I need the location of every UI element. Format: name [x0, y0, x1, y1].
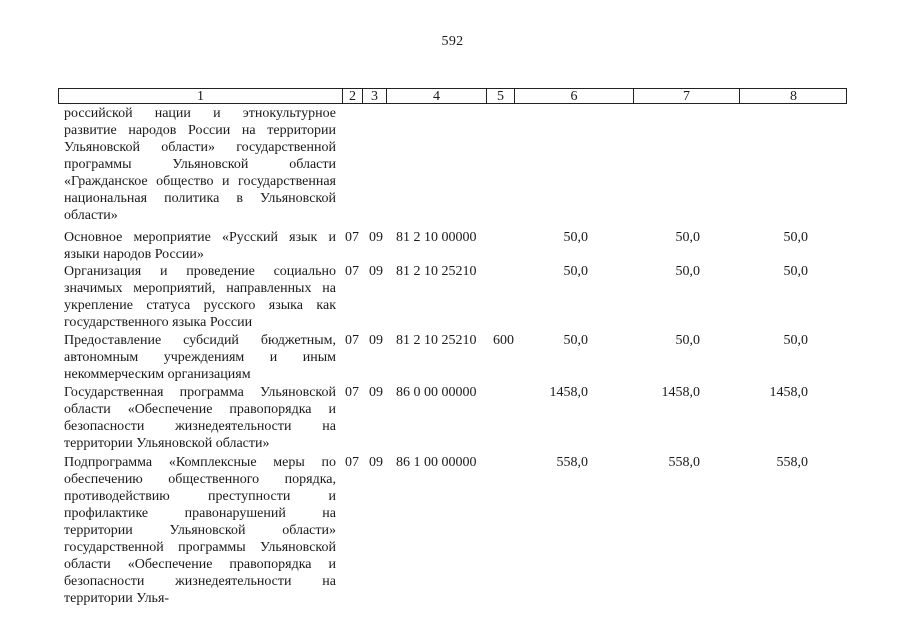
expense-type-code: 600 [493, 333, 514, 348]
header-col-2: 2 [342, 89, 362, 103]
header-col-4: 4 [386, 89, 486, 103]
header-col-8: 8 [739, 89, 847, 103]
header-col-3: 3 [362, 89, 386, 103]
page-number: 592 [441, 34, 464, 49]
amount-col-6: 50,0 [563, 264, 588, 279]
amount-col-6: 50,0 [563, 333, 588, 348]
header-col-6: 6 [514, 89, 633, 103]
subsection-code: 09 [369, 264, 383, 279]
row-description: Государственная программа Ульяновской области «Обеспечение правопорядка и безопасности жизнедеятельности на территории Ульяновской области» [64, 385, 336, 451]
row-description: Предоставление субсидий бюджетным, автономным учреждениям и иным некоммерческим организациям [64, 333, 336, 382]
amount-col-6: 1458,0 [549, 385, 588, 400]
target-article-code: 86 1 00 00000 [396, 455, 477, 470]
amount-col-7: 558,0 [668, 455, 700, 470]
row-description: Основное мероприятие «Русский язык и языки народов России» [64, 230, 336, 262]
subsection-code: 09 [369, 333, 383, 348]
header-col-1: 1 [197, 89, 204, 104]
amount-col-7: 50,0 [675, 264, 700, 279]
amount-col-6: 558,0 [556, 455, 588, 470]
target-article-code: 81 2 10 25210 [396, 333, 477, 348]
target-article-code: 81 2 10 25210 [396, 264, 477, 279]
row-description: Подпрограмма «Комплексные меры по обеспечению общественного порядка, противодействию преступности и профилактике правонарушений на территории Ульяновской области» государственной программы Ульяновской области «Обеспечение правопорядка и безопасности жизнедеятельности на территории Улья- [64, 455, 336, 606]
amount-col-7: 50,0 [675, 333, 700, 348]
header-col-7: 7 [633, 89, 739, 103]
amount-col-8: 50,0 [783, 333, 808, 348]
amount-col-8: 50,0 [783, 264, 808, 279]
amount-col-8: 558,0 [776, 455, 808, 470]
amount-col-7: 50,0 [675, 230, 700, 245]
amount-col-8: 1458,0 [769, 385, 808, 400]
section-code: 07 [345, 230, 359, 245]
section-code: 07 [345, 264, 359, 279]
subsection-code: 09 [369, 230, 383, 245]
section-code: 07 [345, 455, 359, 470]
target-article-code: 86 0 00 00000 [396, 385, 477, 400]
row-description: российской нации и этнокультурное развитие народов России на территории Ульяновской области» государственной программы Ульяновской области «Гражданское общество и государственная национальная политика в Ульяновской области» [64, 106, 336, 223]
target-article-code: 81 2 10 00000 [396, 230, 477, 245]
section-code: 07 [345, 385, 359, 400]
amount-col-6: 50,0 [563, 230, 588, 245]
header-col-5: 5 [486, 89, 514, 103]
table-header [58, 88, 847, 104]
subsection-code: 09 [369, 385, 383, 400]
subsection-code: 09 [369, 455, 383, 470]
amount-col-8: 50,0 [783, 230, 808, 245]
row-description: Организация и проведение социально значимых мероприятий, направленных на укрепление статуса русского языка как государственного языка России [64, 264, 336, 330]
amount-col-7: 1458,0 [661, 385, 700, 400]
section-code: 07 [345, 333, 359, 348]
